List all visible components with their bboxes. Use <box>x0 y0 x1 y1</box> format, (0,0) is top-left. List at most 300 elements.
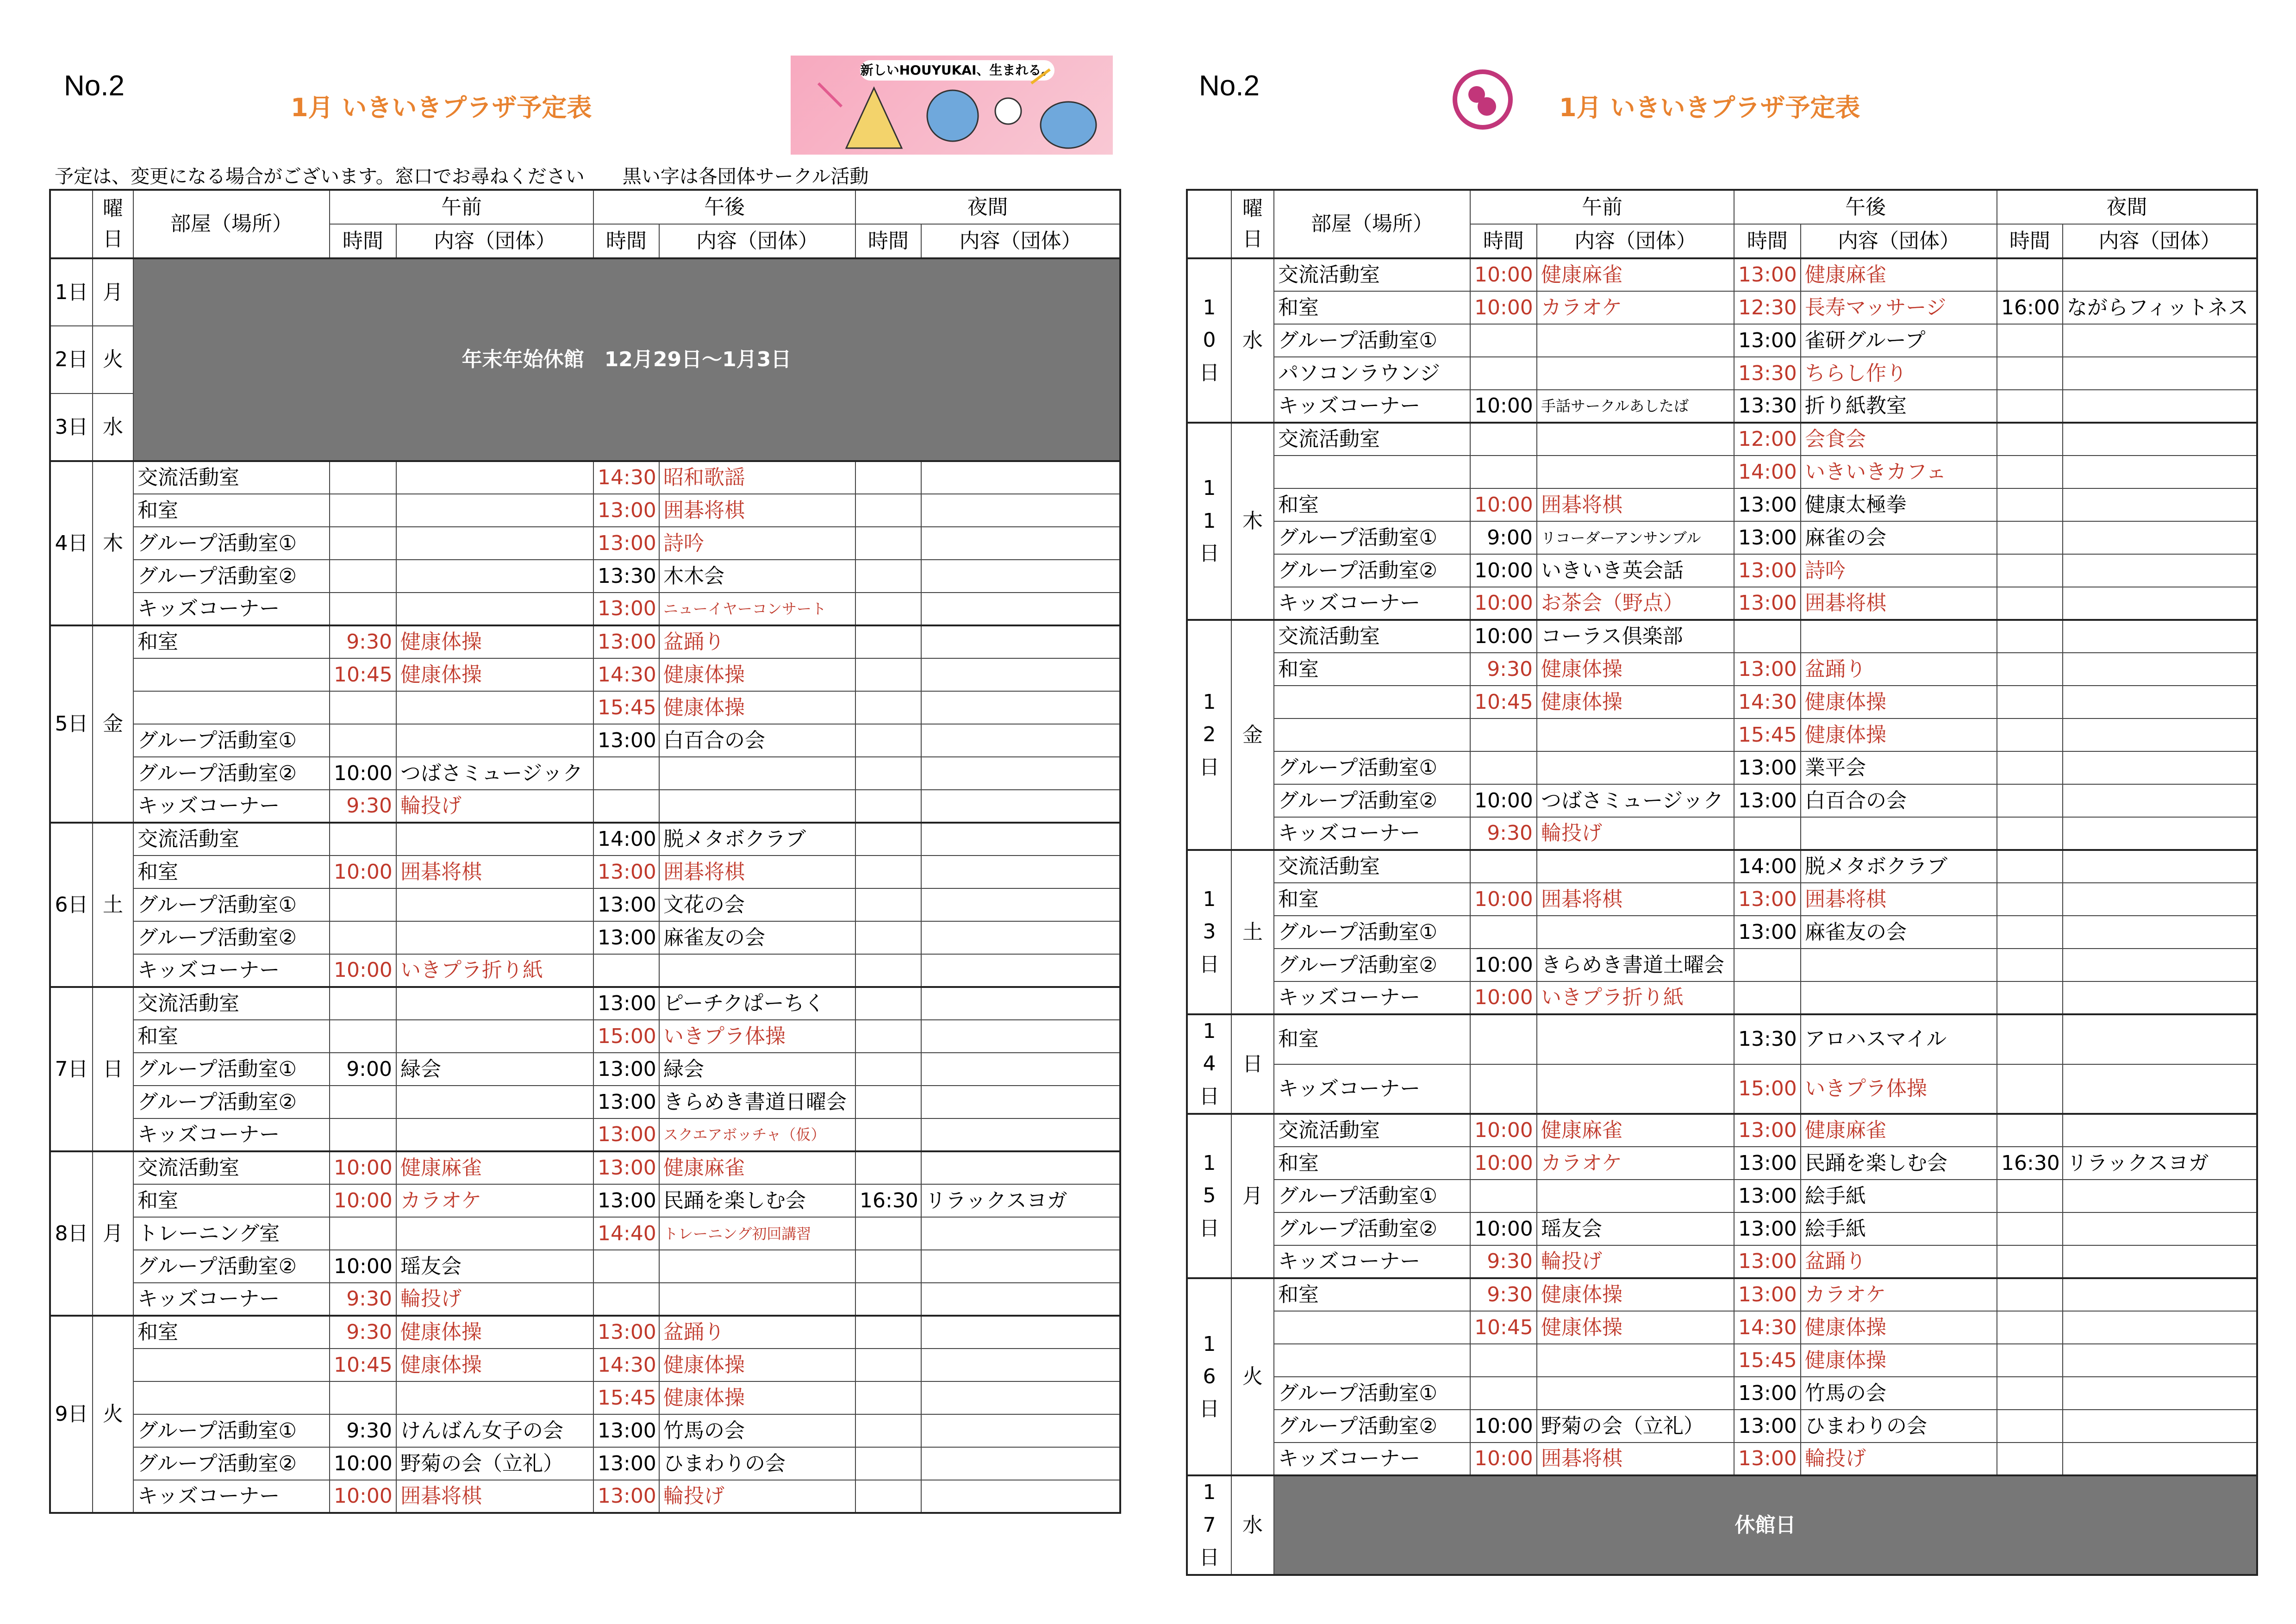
am-slot-time <box>1470 1344 1537 1377</box>
am-slot-time: 9:30 <box>1470 1278 1537 1311</box>
am-slot-content: 健康体操 <box>396 1349 593 1381</box>
am-slot-content <box>1537 1180 1734 1212</box>
pm-slot-time: 13:00 <box>593 724 659 757</box>
table-row <box>1187 1377 2257 1410</box>
am-slot-content: 囲碁将棋 <box>1537 883 1734 916</box>
am-slot-time <box>330 527 396 560</box>
room-cell: グループ活動室② <box>1274 1212 1470 1245</box>
am-slot-content: お茶会（野点） <box>1537 587 1734 620</box>
pm-slot-content: 健康体操 <box>659 1349 855 1381</box>
pm-slot-content: 昭和歌謡 <box>659 461 855 494</box>
night-slot-content <box>2063 357 2257 390</box>
night-slot-time <box>855 1283 921 1316</box>
am-slot-time: 10:00 <box>330 757 396 790</box>
am-slot-time: 10:00 <box>1470 1410 1537 1443</box>
night-slot-content <box>921 790 1120 823</box>
weekday-cell: 月 <box>1231 1114 1274 1278</box>
weekday-cell: 木 <box>93 461 133 625</box>
room-cell <box>1274 1344 1470 1377</box>
day-cell: 4日 <box>50 461 93 625</box>
night-slot-content <box>2063 1180 2257 1212</box>
night-slot-content <box>921 494 1120 527</box>
night-slot-content <box>921 1118 1120 1151</box>
am-slot-content <box>1537 1377 1734 1410</box>
night-slot-time <box>1997 1180 2063 1212</box>
am-slot-time: 9:30 <box>1470 653 1537 686</box>
header-night-content: 内容（団体） <box>2063 224 2257 258</box>
pm-slot-time: 13:00 <box>1734 653 1801 686</box>
am-slot-content: つばさミュージック <box>396 757 593 790</box>
room-cell: グループ活動室② <box>133 560 330 593</box>
day-cell: 3日 <box>50 394 93 461</box>
night-slot-time <box>855 527 921 560</box>
table-row <box>1187 521 2257 554</box>
night-slot-content <box>2063 1278 2257 1311</box>
am-slot-time <box>1470 324 1537 357</box>
room-cell: 和室 <box>1274 1014 1470 1064</box>
am-slot-time <box>1470 1064 1537 1114</box>
table-row <box>50 461 1120 494</box>
am-slot-time: 10:00 <box>1470 1212 1537 1245</box>
day-cell: 15日 <box>1187 1114 1231 1278</box>
night-slot-time <box>1997 357 2063 390</box>
left-page-title: 1月 いきいきプラザ予定表 <box>291 93 592 122</box>
am-slot-time <box>330 691 396 724</box>
night-slot-content <box>2063 653 2257 686</box>
am-slot-time: 10:00 <box>1470 1147 1537 1180</box>
am-slot-time: 9:00 <box>1470 521 1537 554</box>
am-slot-content: 囲碁将棋 <box>396 856 593 888</box>
night-slot-content <box>921 461 1120 494</box>
night-slot-content <box>2063 883 2257 916</box>
pm-slot-time: 13:00 <box>593 1184 659 1217</box>
pm-slot-time: 13:30 <box>1734 1014 1801 1064</box>
night-slot-time <box>855 1151 921 1184</box>
night-slot-content <box>921 888 1120 921</box>
room-cell: 和室 <box>133 1184 330 1217</box>
am-slot-time: 10:00 <box>330 856 396 888</box>
table-row <box>50 1480 1120 1513</box>
pm-slot-time: 13:30 <box>593 560 659 593</box>
night-slot-time <box>855 1480 921 1513</box>
table-row <box>50 888 1120 921</box>
am-slot-content: カラオケ <box>396 1184 593 1217</box>
table-row <box>50 757 1120 790</box>
night-slot-content <box>2063 1114 2257 1147</box>
table-row <box>50 494 1120 527</box>
pm-slot-content: 木木会 <box>659 560 855 593</box>
night-slot-time <box>1997 686 2063 718</box>
am-slot-time <box>1470 718 1537 751</box>
room-cell: 和室 <box>133 1020 330 1053</box>
pm-slot-time: 13:00 <box>1734 1278 1801 1311</box>
pm-slot-time: 13:00 <box>593 1053 659 1086</box>
pm-slot-content: 健康体操 <box>1801 686 1997 718</box>
night-slot-time <box>1997 784 2063 817</box>
night-slot-content <box>921 691 1120 724</box>
table-row <box>50 1053 1120 1086</box>
table-row <box>50 691 1120 724</box>
room-cell: キッズコーナー <box>1274 1245 1470 1278</box>
am-slot-time <box>330 921 396 954</box>
table-row <box>50 1447 1120 1480</box>
table-row <box>50 527 1120 560</box>
table-row <box>1187 1114 2257 1147</box>
day-cell: 5日 <box>50 625 93 823</box>
table-row <box>1187 291 2257 324</box>
table-row <box>1187 949 2257 981</box>
room-cell: 和室 <box>1274 883 1470 916</box>
header-pm-time: 時間 <box>593 224 659 258</box>
night-slot-time <box>855 1053 921 1086</box>
plaza-logo-icon <box>1453 69 1513 130</box>
night-slot-time <box>855 790 921 823</box>
night-slot-time <box>1997 1245 2063 1278</box>
table-row <box>1187 554 2257 587</box>
pm-slot-time: 13:00 <box>593 593 659 625</box>
am-slot-content: 輪投げ <box>396 1283 593 1316</box>
pm-slot-content <box>659 1250 855 1283</box>
header-am-content: 内容（団体） <box>396 224 593 258</box>
room-cell: グループ活動室② <box>133 1447 330 1480</box>
am-slot-time: 10:00 <box>330 954 396 987</box>
closed-day-row <box>1187 1475 2257 1575</box>
pm-slot-time: 13:00 <box>593 856 659 888</box>
room-cell: グループ活動室① <box>133 724 330 757</box>
am-slot-time: 10:00 <box>330 1447 396 1480</box>
am-slot-content: 緑会 <box>396 1053 593 1086</box>
pm-slot-time: 13:00 <box>593 527 659 560</box>
night-slot-content <box>2063 456 2257 488</box>
room-cell: キッズコーナー <box>133 593 330 625</box>
night-slot-time <box>1997 620 2063 653</box>
pm-slot-time: 13:00 <box>593 1447 659 1480</box>
night-slot-content <box>2063 488 2257 521</box>
pm-slot-time: 13:00 <box>593 1118 659 1151</box>
night-slot-content <box>2063 1311 2257 1344</box>
am-slot-content <box>396 921 593 954</box>
pm-slot-time: 13:00 <box>593 625 659 658</box>
night-slot-content <box>2063 1014 2257 1064</box>
table-row <box>1187 653 2257 686</box>
room-cell: グループ活動室① <box>1274 751 1470 784</box>
pm-slot-content: きらめき書道日曜会 <box>659 1086 855 1118</box>
pm-slot-content: 囲碁将棋 <box>1801 883 1997 916</box>
night-slot-content <box>2063 1212 2257 1245</box>
night-slot-time <box>1997 554 2063 587</box>
table-row <box>50 1250 1120 1283</box>
day-cell: 12日 <box>1187 620 1231 850</box>
pm-slot-time: 13:00 <box>1734 1443 1801 1475</box>
am-slot-time: 10:00 <box>1470 488 1537 521</box>
night-slot-time <box>1997 1410 2063 1443</box>
room-cell: 和室 <box>1274 653 1470 686</box>
night-slot-time <box>1997 1344 2063 1377</box>
night-slot-content <box>921 1250 1120 1283</box>
pm-slot-time <box>593 954 659 987</box>
weekday-cell: 月 <box>93 1151 133 1316</box>
am-slot-content: 健康体操 <box>1537 653 1734 686</box>
room-cell: グループ活動室② <box>133 757 330 790</box>
day-cell: 8日 <box>50 1151 93 1316</box>
am-slot-content: 野菊の会（立礼） <box>1537 1410 1734 1443</box>
am-slot-time: 9:30 <box>1470 817 1537 850</box>
day-cell: 17日 <box>1187 1475 1231 1575</box>
night-slot-time <box>1997 456 2063 488</box>
night-slot-content <box>921 987 1120 1020</box>
pm-slot-content: いきプラ体操 <box>1801 1064 1997 1114</box>
pm-slot-time: 13:00 <box>1734 1114 1801 1147</box>
room-cell: グループ活動室① <box>133 1053 330 1086</box>
night-slot-time: 16:30 <box>1997 1147 2063 1180</box>
header-pm-time: 時間 <box>1734 224 1801 258</box>
am-slot-content <box>396 527 593 560</box>
night-slot-time <box>855 888 921 921</box>
pm-slot-content: アロハスマイル <box>1801 1014 1997 1064</box>
night-slot-time <box>855 823 921 856</box>
night-slot-time <box>1997 324 2063 357</box>
pm-slot-time: 13:00 <box>593 1086 659 1118</box>
am-slot-content: 囲碁将棋 <box>396 1480 593 1513</box>
night-slot-content <box>921 560 1120 593</box>
night-slot-time <box>1997 1014 2063 1064</box>
pm-slot-time: 13:00 <box>1734 916 1801 949</box>
table-row <box>1187 324 2257 357</box>
pm-slot-time: 14:00 <box>593 823 659 856</box>
table-row <box>1187 784 2257 817</box>
am-slot-time <box>330 1020 396 1053</box>
pm-slot-time: 14:40 <box>593 1217 659 1250</box>
left-schedule-table <box>49 189 1121 1514</box>
table-row <box>50 1020 1120 1053</box>
night-slot-time <box>1997 949 2063 981</box>
room-cell: 和室 <box>133 494 330 527</box>
pm-slot-time <box>1734 817 1801 850</box>
am-slot-time: 9:00 <box>330 1053 396 1086</box>
closed-banner: 休館日 <box>1274 1475 2257 1575</box>
table-row <box>50 1118 1120 1151</box>
am-slot-time: 10:00 <box>1470 620 1537 653</box>
am-slot-time <box>330 724 396 757</box>
pm-slot-content: 盆踊り <box>659 1316 855 1349</box>
weekday-cell: 木 <box>1231 423 1274 620</box>
weekday-cell: 火 <box>1231 1278 1274 1475</box>
am-slot-content <box>396 593 593 625</box>
night-slot-content <box>921 1381 1120 1414</box>
pm-slot-content: 健康麻雀 <box>659 1151 855 1184</box>
pm-slot-time <box>593 757 659 790</box>
night-slot-content: リラックスヨガ <box>2063 1147 2257 1180</box>
day-cell: 11日 <box>1187 423 1231 620</box>
pm-slot-time: 13:00 <box>1734 1147 1801 1180</box>
night-slot-time: 16:30 <box>855 1184 921 1217</box>
night-slot-time <box>1997 1064 2063 1114</box>
night-slot-content: ながらフィットネス <box>2063 291 2257 324</box>
night-slot-content <box>921 1349 1120 1381</box>
night-slot-time <box>1997 521 2063 554</box>
night-slot-content <box>2063 1064 2257 1114</box>
table-row <box>50 823 1120 856</box>
pm-slot-content: 文花の会 <box>659 888 855 921</box>
banner-illustration <box>791 56 1113 155</box>
pm-slot-time: 13:00 <box>1734 324 1801 357</box>
pm-slot-content <box>1801 949 1997 981</box>
pm-slot-content: 囲碁将棋 <box>659 856 855 888</box>
am-slot-time: 10:00 <box>1470 587 1537 620</box>
am-slot-content: いきいき英会話 <box>1537 554 1734 587</box>
night-slot-time <box>855 856 921 888</box>
pm-slot-content: 麻雀友の会 <box>1801 916 1997 949</box>
am-slot-time: 10:00 <box>330 1480 396 1513</box>
pm-slot-content: 白百合の会 <box>1801 784 1997 817</box>
am-slot-time <box>330 1381 396 1414</box>
night-slot-content <box>921 724 1120 757</box>
pm-slot-content: 折り紙教室 <box>1801 390 1997 423</box>
am-slot-time: 10:00 <box>1470 981 1537 1014</box>
night-slot-content <box>2063 817 2257 850</box>
night-slot-content <box>921 1283 1120 1316</box>
header-night-time: 時間 <box>855 224 921 258</box>
night-slot-time <box>1997 718 2063 751</box>
pm-slot-content: 健康体操 <box>1801 1311 1997 1344</box>
am-slot-time: 9:30 <box>330 790 396 823</box>
day-cell: 2日 <box>50 326 93 394</box>
pm-slot-content: 竹馬の会 <box>1801 1377 1997 1410</box>
pm-slot-content: 絵手紙 <box>1801 1212 1997 1245</box>
am-slot-time: 10:45 <box>1470 1311 1537 1344</box>
table-row <box>1187 456 2257 488</box>
am-slot-content: 野菊の会（立礼） <box>396 1447 593 1480</box>
table-row <box>50 987 1120 1020</box>
room-cell: 交流活動室 <box>133 823 330 856</box>
night-slot-content <box>2063 1344 2257 1377</box>
night-slot-time <box>1997 751 2063 784</box>
weekday-cell: 水 <box>1231 258 1274 423</box>
am-slot-time: 10:45 <box>330 658 396 691</box>
header-blank-cell <box>1187 190 1231 258</box>
am-slot-content: けんばん女子の会 <box>396 1414 593 1447</box>
night-slot-content <box>2063 258 2257 291</box>
am-slot-time: 9:30 <box>330 1283 396 1316</box>
pm-slot-time: 15:00 <box>593 1020 659 1053</box>
am-slot-time <box>330 593 396 625</box>
room-cell: キッズコーナー <box>1274 1064 1470 1114</box>
room-cell: 和室 <box>133 1316 330 1349</box>
table-row <box>1187 883 2257 916</box>
banner-text: 新しいHOUYUKAI、生まれる。 <box>860 60 1054 81</box>
room-cell <box>133 1349 330 1381</box>
table-row <box>1187 620 2257 653</box>
am-slot-time: 10:45 <box>330 1349 396 1381</box>
houyukai-banner <box>791 56 1113 155</box>
am-slot-content <box>396 987 593 1020</box>
am-slot-time <box>330 560 396 593</box>
am-slot-time <box>330 494 396 527</box>
room-cell: キッズコーナー <box>1274 1443 1470 1475</box>
pm-slot-time: 13:00 <box>1734 488 1801 521</box>
room-cell: グループ活動室② <box>1274 949 1470 981</box>
table-row <box>1187 1443 2257 1475</box>
night-slot-time <box>855 494 921 527</box>
am-slot-time: 10:00 <box>1470 1114 1537 1147</box>
pm-slot-time: 13:30 <box>1734 390 1801 423</box>
pm-slot-content: 民踊を楽しむ会 <box>1801 1147 1997 1180</box>
room-cell: 和室 <box>133 856 330 888</box>
table-row <box>1187 423 2257 456</box>
pm-slot-time: 15:45 <box>1734 718 1801 751</box>
pm-slot-content <box>659 1283 855 1316</box>
am-slot-content <box>396 888 593 921</box>
header-night-time: 時間 <box>1997 224 2063 258</box>
am-slot-time <box>1470 916 1537 949</box>
night-slot-content <box>921 954 1120 987</box>
night-slot-time <box>1997 1278 2063 1311</box>
am-slot-content: つばさミュージック <box>1537 784 1734 817</box>
am-slot-content: きらめき書道土曜会 <box>1537 949 1734 981</box>
room-cell: 交流活動室 <box>133 987 330 1020</box>
am-slot-time <box>330 888 396 921</box>
night-slot-time <box>1997 916 2063 949</box>
weekday-cell: 月 <box>93 258 133 326</box>
table-row <box>1187 488 2257 521</box>
night-slot-content <box>2063 1443 2257 1475</box>
am-slot-content <box>1537 850 1734 883</box>
am-slot-time <box>330 823 396 856</box>
pm-slot-content: 健康体操 <box>659 1381 855 1414</box>
pm-slot-content: 雀研グループ <box>1801 324 1997 357</box>
pm-slot-time: 15:45 <box>1734 1344 1801 1377</box>
am-slot-content <box>1537 423 1734 456</box>
pm-slot-time: 13:00 <box>593 1414 659 1447</box>
pm-slot-time: 13:00 <box>593 921 659 954</box>
am-slot-time: 10:00 <box>330 1184 396 1217</box>
am-slot-content <box>1537 751 1734 784</box>
pm-slot-content: 健康太極拳 <box>1801 488 1997 521</box>
night-slot-time <box>855 593 921 625</box>
am-slot-content: 健康体操 <box>1537 1278 1734 1311</box>
pm-slot-content: 緑会 <box>659 1053 855 1086</box>
night-slot-content <box>2063 850 2257 883</box>
room-cell <box>1274 718 1470 751</box>
am-slot-content: いきプラ折り紙 <box>396 954 593 987</box>
day-cell: 9日 <box>50 1316 93 1513</box>
night-slot-content <box>2063 751 2257 784</box>
pm-slot-time: 14:30 <box>593 658 659 691</box>
am-slot-time <box>1470 423 1537 456</box>
pm-slot-content: ひまわりの会 <box>659 1447 855 1480</box>
table-row <box>1187 751 2257 784</box>
am-slot-time: 9:30 <box>330 625 396 658</box>
night-slot-content <box>2063 981 2257 1014</box>
am-slot-content: 瑶友会 <box>396 1250 593 1283</box>
room-cell: 和室 <box>1274 488 1470 521</box>
pm-slot-content: 盆踊り <box>659 625 855 658</box>
am-slot-time <box>1470 357 1537 390</box>
am-slot-content: リコーダーアンサンブル <box>1537 521 1734 554</box>
night-slot-time: 16:00 <box>1997 291 2063 324</box>
pm-slot-time: 13:00 <box>1734 554 1801 587</box>
night-slot-content <box>921 1086 1120 1118</box>
table-row <box>50 1283 1120 1316</box>
night-slot-content <box>2063 423 2257 456</box>
night-slot-time <box>855 757 921 790</box>
night-slot-time <box>855 921 921 954</box>
night-slot-content <box>921 856 1120 888</box>
night-slot-content <box>2063 1245 2257 1278</box>
table-row <box>50 1349 1120 1381</box>
pm-slot-time: 13:00 <box>1734 1212 1801 1245</box>
pm-slot-time: 13:00 <box>1734 587 1801 620</box>
